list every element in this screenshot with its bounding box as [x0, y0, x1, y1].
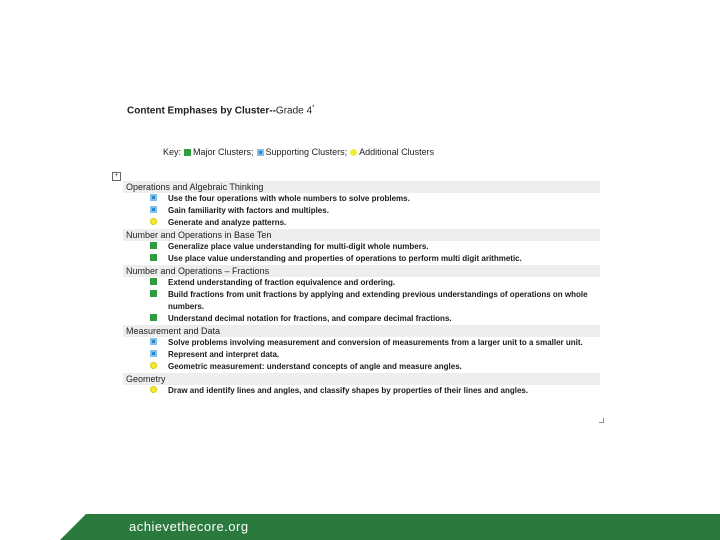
document-title [127, 105, 314, 116]
cluster-text: Draw and identify lines and angles, and classify shapes by properties of their lines and angles. [168, 386, 529, 395]
expand-table-icon[interactable]: + [112, 172, 121, 181]
table-corner-mark [599, 418, 604, 423]
cluster-text: Solve problems involving measurement and conversion of measurements from a larger unit to a smaller unit. [168, 338, 583, 347]
cluster-row [123, 217, 600, 229]
cluster-row [123, 289, 600, 313]
cluster-row [123, 349, 600, 361]
cluster-row [123, 193, 600, 205]
major-cluster-icon [150, 278, 157, 285]
cluster-text: Use place value understanding and properties of operations to perform multi digit arithmetic. [168, 254, 522, 263]
title-grade: Grade 4 [275, 105, 313, 117]
supporting-cluster-icon [150, 206, 157, 213]
cluster-row [123, 241, 600, 253]
domain-header: Geometry [123, 373, 600, 385]
domain-header: Operations and Algebraic Thinking [123, 181, 600, 193]
key-supporting-label: Supporting Clusters; [265, 147, 348, 157]
cluster-text: Gain familiarity with factors and multiples. [168, 206, 329, 215]
cluster-text: Build fractions from unit fractions by applying and extending previous understandings of operations on whole numbers. [168, 290, 588, 311]
title-footnote-mark: * [312, 105, 315, 111]
cluster-text: Geometric measurement: understand concepts of angle and measure angles. [168, 362, 462, 371]
cluster-row [123, 253, 600, 265]
footer-site-link[interactable]: achievethecore.org [129, 519, 249, 534]
cluster-text: Extend understanding of fraction equivalence and ordering. [168, 278, 396, 287]
key-label: Key: [163, 147, 182, 157]
domain-header: Measurement and Data [123, 325, 600, 337]
cluster-row [123, 385, 600, 397]
major-swatch-icon [184, 149, 191, 156]
additional-cluster-icon [150, 386, 157, 393]
cluster-row [123, 361, 600, 373]
cluster-table [123, 181, 600, 397]
cluster-text: Use the four operations with whole numbers to solve problems. [168, 194, 410, 203]
cluster-row [123, 337, 600, 349]
supporting-cluster-icon [150, 194, 157, 201]
supporting-cluster-icon [150, 350, 157, 357]
cluster-row [123, 205, 600, 217]
additional-cluster-icon [150, 218, 157, 225]
cluster-row [123, 277, 600, 289]
cluster-text: Generate and analyze patterns. [168, 218, 287, 227]
title-main: Content Emphases by Cluster-- [127, 105, 276, 117]
major-cluster-icon [150, 314, 157, 321]
additional-swatch-icon [350, 149, 357, 156]
major-cluster-icon [150, 254, 157, 261]
cluster-text: Represent and interpret data. [168, 350, 280, 359]
major-cluster-icon [150, 242, 157, 249]
cluster-text: Understand decimal notation for fractions, and compare decimal fractions. [168, 314, 452, 323]
domain-header: Number and Operations – Fractions [123, 265, 600, 277]
key-major-label: Major Clusters; [193, 147, 254, 157]
cluster-row [123, 313, 600, 325]
legend-key [163, 147, 434, 157]
supporting-cluster-icon [150, 338, 157, 345]
supporting-swatch-icon [257, 149, 264, 156]
cluster-text: Generalize place value understanding for multi-digit whole numbers. [168, 242, 429, 251]
key-additional-label: Additional Clusters [359, 147, 435, 157]
domain-header: Number and Operations in Base Ten [123, 229, 600, 241]
additional-cluster-icon [150, 362, 157, 369]
major-cluster-icon [150, 290, 157, 297]
